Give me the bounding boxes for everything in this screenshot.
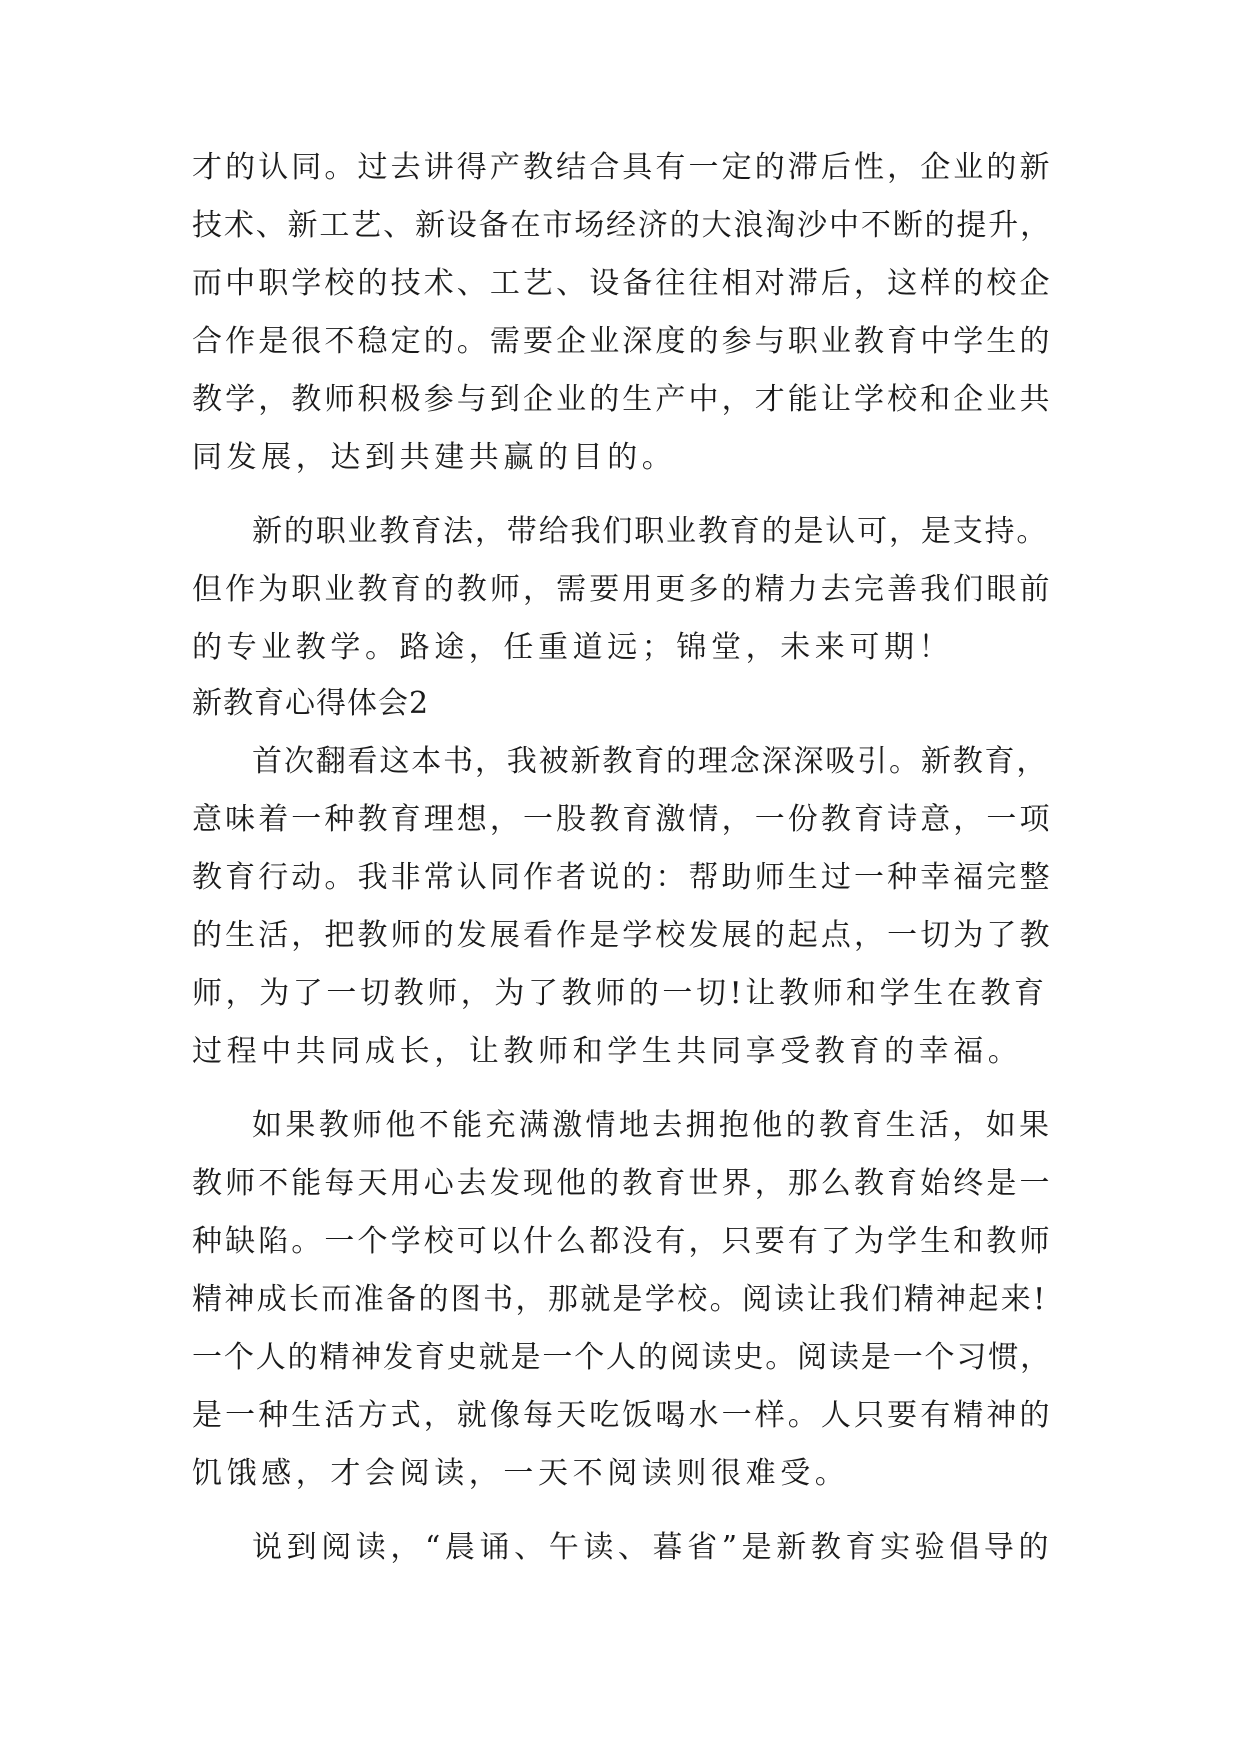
paragraph-line: 新的职业教育法，带给我们职业教育的是认可，是支持。 [252,514,1049,549]
paragraph-line: 师，为了一切教师，为了教师的一切!让教师和学生在教育 [192,976,1048,1011]
paragraph-line: 的专业教学。路途，任重道远；锦堂，未来可期！ [192,630,954,665]
paragraph-line: 过程中共同成长，让教师和学生共同享受教育的幸福。 [192,1034,1023,1069]
paragraph-line: 是一种生活方式，就像每天吃饭喝水一样。人只要有精神的 [192,1398,1053,1433]
paragraph-line: 意味着一种教育理想，一股教育激情，一份教育诗意，一项 [192,802,1053,837]
paragraph-line: 一个人的精神发育史就是一个人的阅读史。阅读是一个习惯， [192,1340,1052,1375]
paragraph-line: 种缺陷。一个学校可以什么都没有，只要有了为学生和教师 [192,1224,1053,1259]
paragraph-line: 如果教师他不能充满激情地去拥抱他的教育生活，如果 [252,1108,1053,1143]
paragraph-line: 饥饿感，才会阅读，一天不阅读则很难受。 [192,1456,850,1491]
paragraph-line: 教师不能每天用心去发现他的教育世界，那么教育始终是一 [192,1166,1053,1201]
paragraph-line: 才的认同。过去讲得产教结合具有一定的滞后性，企业的新 [192,150,1053,185]
paragraph-line: 说到阅读，“晨诵、午读、暮省”是新教育实验倡导的 [252,1530,1054,1565]
paragraph-line: 而中职学校的技术、工艺、设备往往相对滞后，这样的校企 [192,266,1053,301]
paragraph-line: 合作是很不稳定的。需要企业深度的参与职业教育中学生的 [192,324,1053,359]
paragraph-line: 首次翻看这本书，我被新教育的理念深深吸引。新教育， [252,744,1049,779]
section-heading: 新教育心得体会2 [192,686,430,721]
paragraph-line: 教育行动。我非常认同作者说的：帮助师生过一种幸福完整 [192,860,1053,895]
paragraph-line: 精神成长而准备的图书，那就是学校。阅读让我们精神起来! [192,1282,1048,1317]
paragraph-line: 的生活，把教师的发展看作是学校发展的起点，一切为了教 [192,918,1053,953]
paragraph-line: 同发展，达到共建共赢的目的。 [192,440,677,475]
paragraph-line: 但作为职业教育的教师，需要用更多的精力去完善我们眼前 [192,572,1053,607]
paragraph-line: 技术、新工艺、新设备在市场经济的大浪淘沙中不断的提升， [192,208,1052,243]
paragraph-line: 教学，教师积极参与到企业的生产中，才能让学校和企业共 [192,382,1053,417]
